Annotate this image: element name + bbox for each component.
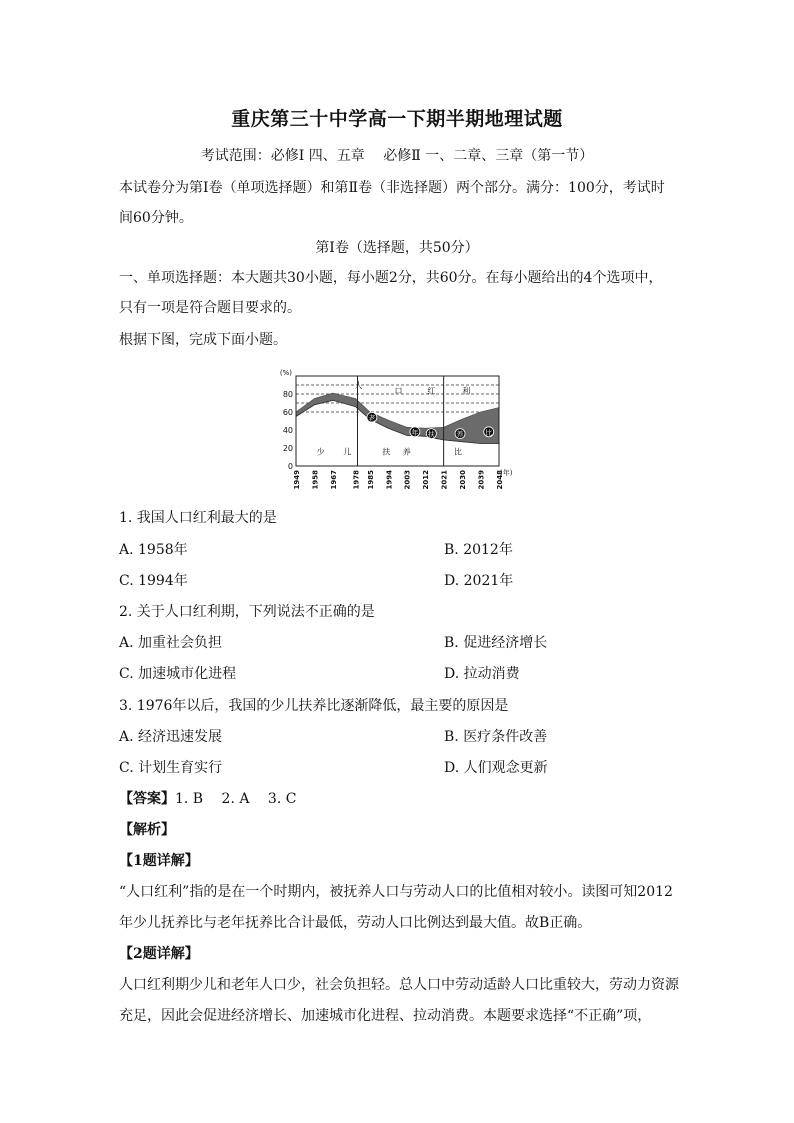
x-tick-label: 1967 [329, 470, 338, 490]
y-tick-label: 60 [282, 408, 293, 417]
x-tick-label: 1958 [311, 470, 320, 490]
instruction-line-1: 一、单项选择题：本大题共30小题，每小题2分，共60分。在每小题给出的4个选项中， [119, 270, 663, 286]
dependency-ratio-chart [274, 366, 524, 496]
instruction-line-3: 根据下图，完成下面小题。 [119, 332, 287, 348]
x-tick-label: 2039 [477, 470, 486, 490]
label-child: 少 [316, 447, 325, 457]
question-2-stem: 2. 关于人口红利期，下列说法不正确的是 [119, 604, 375, 620]
label-upper: 利 [462, 386, 471, 396]
y-tick-label: 80 [282, 390, 293, 399]
label-upper: 人 [354, 381, 363, 391]
old-age-dependency-band [296, 393, 499, 443]
y-tick-label: 40 [282, 426, 293, 435]
x-tick-label: 2021 [440, 470, 449, 490]
instruction-line-2: 只有一项是符合题目要求的。 [119, 300, 301, 316]
q2-option-c: C. 加速城市化进程 [119, 666, 237, 682]
question-3-stem: 3. 1976年以后，我国的少儿扶养比逐渐降低，最主要的原因是 [119, 698, 509, 714]
q1-detail-heading: 【1题详解】 [119, 853, 199, 869]
q2-detail-heading: 【2题详解】 [119, 946, 199, 962]
intro-line-2: 间60分钟。 [119, 210, 193, 226]
label-raise: 养 [402, 447, 411, 457]
chart-areas [296, 393, 499, 443]
x-tick-label: 2048 [496, 470, 504, 490]
exam-scope: 考试范围：必修Ⅰ 四、五章 必修Ⅱ 一、二章、三章（第一节） [200, 148, 594, 164]
q1-option-c: C. 1994年 [119, 573, 188, 589]
q1-detail-line-1: “人口红利”指的是在一个时期内，被抚养人口与劳动人口的比值相对较小。读图可知2012 [119, 884, 673, 900]
q2-option-d: D. 拉动消费 [444, 666, 520, 682]
answer-line [119, 789, 296, 809]
y-axis-unit: (%) [279, 369, 292, 377]
intro-line-1: 本试卷分为第Ⅰ卷（单项选择题）和第Ⅱ卷（非选择题）两个部分。满分：100分，考试时 [119, 180, 665, 196]
x-tick-label: 2030 [459, 470, 468, 490]
analysis-heading: 【解析】 [119, 822, 175, 838]
y-tick-label: 20 [282, 444, 293, 453]
q3-option-a: A. 经济迅速发展 [119, 729, 223, 745]
x-tick-label: 1949 [293, 470, 301, 490]
label-raise: 扶 [382, 447, 391, 457]
label-child: 儿 [343, 447, 352, 457]
q1-detail-line-2: 年少儿抚养比与老年抚养比合计最低，劳动人口比例达到最大值。故B正确。 [119, 915, 592, 931]
q3-option-d: D. 人们观念更新 [444, 760, 548, 776]
label-old-age: 老 [368, 414, 376, 423]
label-old-age: 扶 [427, 430, 435, 439]
x-tick-label: 2012 [422, 470, 431, 490]
q2-option-a: A. 加重社会负担 [119, 635, 223, 651]
x-tick-label: 1978 [352, 470, 361, 490]
label-old-age: 养 [456, 430, 464, 439]
page-title: 重庆第三十中学高一下期半期地理试题 [231, 108, 563, 130]
q3-option-b: B. 医疗条件改善 [444, 729, 548, 745]
q2-detail-line-2: 充足，因此会促进经济增长、加速城市化进程、拉动消费。本题要求选择“不正确”项， [119, 1008, 652, 1024]
label-old-age: 比 [485, 428, 493, 437]
q1-option-b: B. 2012年 [444, 542, 513, 558]
label-upper: 红 [427, 386, 436, 396]
section-heading: 第Ⅰ卷（选择题，共50分） [315, 240, 479, 256]
q1-option-d: D. 2021年 [444, 573, 514, 589]
label-old-age: 年 [411, 428, 419, 437]
answer-text: 1. B 2. A 3. C [175, 791, 297, 807]
label-ratio: 比 [453, 447, 462, 457]
x-tick-label: 2003 [403, 470, 412, 490]
question-1-stem: 1. 我国人口红利最大的是 [119, 510, 277, 526]
q2-detail-line-1: 人口红利期少儿和老年人口少，社会负担轻。总人口中劳动适龄人口比重较大，劳动力资源 [119, 977, 679, 993]
q1-option-a: A. 1958年 [119, 542, 188, 558]
q3-option-c: C. 计划生育实行 [119, 760, 223, 776]
y-tick-label: 0 [287, 462, 293, 471]
x-tick-label: 1985 [366, 470, 375, 490]
x-tick-label: 1994 [385, 470, 394, 490]
q2-option-b: B. 促进经济增长 [444, 635, 548, 651]
x-axis-unit: (年) [500, 469, 513, 477]
label-upper: 口 [394, 386, 403, 396]
answer-label: 【答案】 [119, 791, 175, 807]
